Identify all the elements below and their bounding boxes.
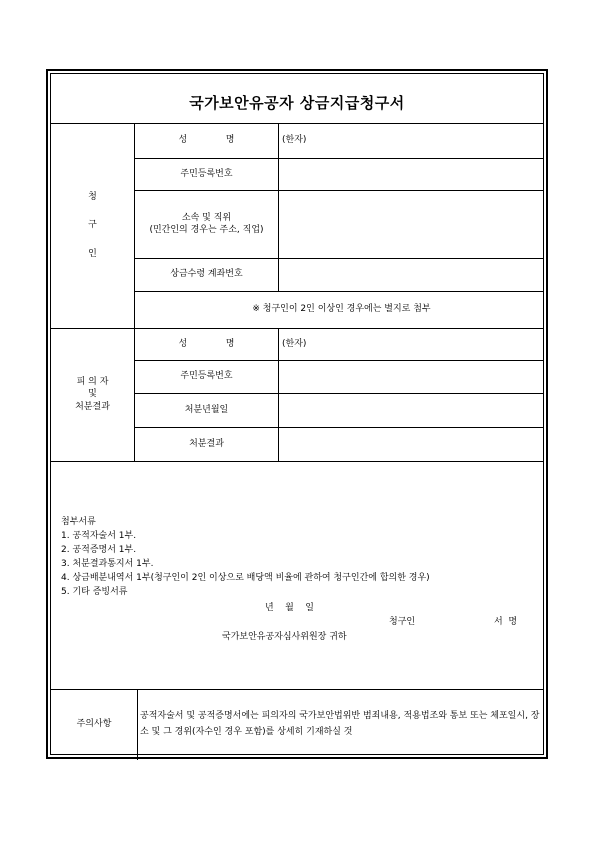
- claimant-name-field[interactable]: [278, 123, 552, 158]
- name-label-char: 성: [178, 135, 188, 146]
- claimant-account-label: 상금수령 계좌번호: [170, 269, 243, 280]
- suspect-label-line: 처분결과: [75, 401, 110, 412]
- suspect-label-line: 피 의 자: [76, 377, 109, 388]
- section-divider: [51, 461, 543, 462]
- suspect-rrn-field[interactable]: [278, 360, 548, 393]
- claimant-account-field[interactable]: [278, 258, 548, 291]
- claimant-sign-label: 청구인: [389, 617, 416, 627]
- disposition-date-label: 처분년월일: [184, 404, 229, 415]
- claimant-label-char: 인: [88, 248, 97, 259]
- claim-form: [46, 69, 548, 759]
- form-title: 국가보안유공자 상금지급청구서: [189, 94, 405, 112]
- form-inner-border: [50, 73, 544, 755]
- claimant-rrn-field[interactable]: [278, 158, 548, 190]
- suspect-name-field[interactable]: [278, 328, 552, 360]
- hanja-hint: (한자): [282, 338, 307, 349]
- claimant-section-label: [51, 123, 134, 328]
- name-label-char: 명: [225, 338, 235, 349]
- disposition-result-field[interactable]: [278, 427, 548, 461]
- suspect-label-line: 및: [88, 389, 97, 400]
- attachment-item: 3. 처분결과통지서 1부.: [61, 559, 154, 569]
- date-line: 년 월 일: [265, 603, 314, 613]
- name-label-char: 성: [178, 338, 188, 349]
- attachment-item: 1. 공적자술서 1부.: [61, 531, 137, 541]
- claimant-affiliation-field[interactable]: [278, 190, 548, 258]
- sign-label: 서 명: [494, 617, 518, 627]
- claimant-affiliation-label: [135, 190, 278, 258]
- notice-label: 주의사항: [76, 719, 112, 730]
- disposition-date-field[interactable]: [278, 393, 548, 427]
- multi-claimant-note: ※ 청구인이 2인 이상인 경우에는 별지로 첨부: [252, 304, 431, 315]
- attachments-heading: 첨부서류: [61, 517, 96, 527]
- addressee: 국가보안유공자심사위원장 귀하: [222, 632, 347, 642]
- claimant-label-char: 구: [88, 220, 97, 231]
- affiliation-label-line: (민간인의 경우는 주소, 직업): [149, 225, 264, 235]
- hanja-hint: (한자): [282, 135, 307, 146]
- name-label-char: 명: [225, 135, 235, 146]
- claimant-name-label: [135, 123, 278, 158]
- suspect-name-label: [135, 328, 278, 360]
- claimant-rrn-label: 주민등록번호: [180, 168, 233, 179]
- attachment-item: 2. 공적증명서 1부.: [61, 545, 137, 555]
- suspect-section-label: [51, 328, 134, 461]
- disposition-result-label: 처분결과: [189, 438, 224, 449]
- attachment-item: 5. 기타 증빙서류: [61, 587, 128, 597]
- affiliation-label-line: 소속 및 직위: [181, 212, 232, 223]
- notice-text: 공적자술서 및 공적증명서에는 피의자의 국가보안법위반 범죄내용, 적용법조와 통보 또는 체포일시, 장소 및 그 경위(자수인 경우 포함)를 상세히 기재하실 것: [140, 711, 540, 737]
- suspect-rrn-label: 주민등록번호: [180, 371, 233, 382]
- claimant-label-char: 청: [88, 192, 97, 203]
- attachment-item: 4. 상금배분내역서 1부(청구인이 2인 이상으로 배당액 비율에 관하여 청구인간에 합의한 경우): [61, 573, 430, 583]
- notice-column-divider: [137, 689, 138, 760]
